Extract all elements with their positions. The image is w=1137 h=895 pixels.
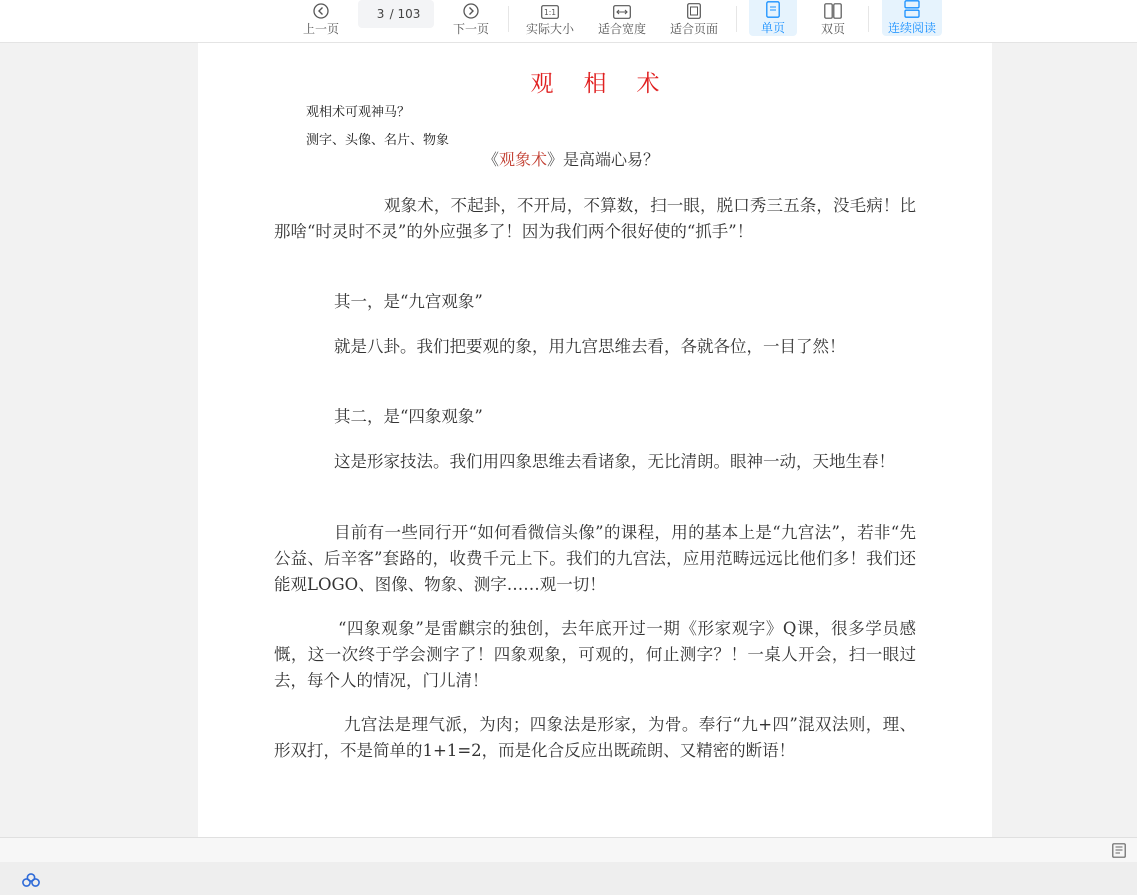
app-logo-icon[interactable] bbox=[22, 872, 40, 891]
next-page-button[interactable] bbox=[448, 0, 494, 42]
chevron-right-circle-icon bbox=[463, 0, 479, 19]
paragraph: 就是八卦。我们把要观的象，用九宫思维去看，各就各位，一目了然！ bbox=[334, 337, 846, 356]
paragraph: 其二，是“四象观象” bbox=[334, 407, 483, 426]
document-title: 观相术 bbox=[530, 71, 690, 97]
next-page-label: 下一页 bbox=[452, 22, 489, 36]
continuous-reading-label: 连续阅读 bbox=[887, 21, 936, 35]
fit-width-button[interactable] bbox=[594, 0, 650, 42]
paragraph: 其一，是“九宫观象” bbox=[334, 292, 483, 311]
continuous-reading-button[interactable] bbox=[882, 0, 942, 36]
toolbar-divider bbox=[868, 6, 869, 32]
continuous-reading-icon bbox=[904, 0, 920, 18]
current-page-input[interactable] bbox=[372, 7, 390, 21]
single-page-button[interactable] bbox=[749, 0, 797, 36]
toolbar bbox=[0, 0, 1137, 43]
svg-text:1:1: 1:1 bbox=[543, 8, 557, 17]
intro-line: 测字、头像、名片、物象 bbox=[306, 133, 450, 148]
fit-width-icon bbox=[613, 0, 631, 19]
double-page-button[interactable] bbox=[812, 0, 854, 42]
prev-page-label: 上一页 bbox=[302, 22, 339, 36]
subtitle-close: 》是高端心易？ bbox=[547, 150, 660, 169]
total-pages: / 103 bbox=[389, 7, 421, 21]
actual-size-label: 实际大小 bbox=[525, 22, 574, 36]
status-bar bbox=[0, 837, 1137, 863]
document-viewer[interactable] bbox=[0, 43, 1137, 837]
fit-page-button[interactable] bbox=[666, 0, 722, 42]
subtitle-emphasis: 观象术 bbox=[498, 150, 547, 169]
bottom-bar bbox=[0, 862, 1137, 895]
toolbar-divider bbox=[736, 6, 737, 32]
paragraph: 这是形家技法。我们用四象思维去看诸象，无比清朗。眼神一动，天地生春！ bbox=[334, 452, 895, 471]
single-page-icon bbox=[766, 0, 780, 18]
fit-page-icon bbox=[686, 0, 702, 19]
paragraph: 观象术，不起卦，不开局，不算数，扫一眼，脱口秀三五条，没毛病！比那啥“时灵时不灵”的外应强多了！因为我们两个很好使的“抓手”！ bbox=[274, 196, 916, 241]
paragraph: 目前有一些同行开“如何看微信头像”的课程，用的基本上是“九宫法”，若非“先公益、后辛客”套路的，收费千元上下。我们的九宫法，应用范畴远远比他们多！我们还能观LOGO、图像、物象、测字……观一切！ bbox=[274, 523, 916, 594]
toolbar-divider bbox=[508, 6, 509, 32]
paragraph: 九宫法是理气派，为肉；四象法是形家，为骨。奉行“九+四”混双法则，理、形双打，不是简单的1+1=2，而是化合反应出既疏朗、又精密的断语！ bbox=[274, 715, 916, 760]
single-page-label: 单页 bbox=[760, 21, 785, 35]
double-page-label: 双页 bbox=[820, 22, 845, 36]
document-page bbox=[198, 43, 992, 837]
subtitle-open: 《 bbox=[482, 150, 499, 169]
document-outline-icon[interactable] bbox=[1112, 843, 1126, 862]
page-number-box[interactable] bbox=[358, 0, 434, 28]
double-page-icon bbox=[824, 0, 842, 19]
prev-page-button[interactable] bbox=[298, 0, 344, 42]
document-subtitle bbox=[198, 147, 944, 170]
actual-size-icon bbox=[541, 0, 559, 19]
actual-size-button[interactable] bbox=[522, 0, 578, 42]
intro-line: 观相术可观神马？ bbox=[306, 105, 411, 120]
fit-page-label: 适合页面 bbox=[669, 22, 718, 36]
fit-width-label: 适合宽度 bbox=[597, 22, 646, 36]
paragraph: “四象观象”是雷麒宗的独创，去年底开过一期《形家观字》Q课，很多学员感慨，这一次终于学会测字了！四象观象，可观的，何止测字？！一桌人开会，扫一眼过去，每个人的情况，门儿清！ bbox=[274, 619, 916, 690]
chevron-left-circle-icon bbox=[313, 0, 329, 19]
